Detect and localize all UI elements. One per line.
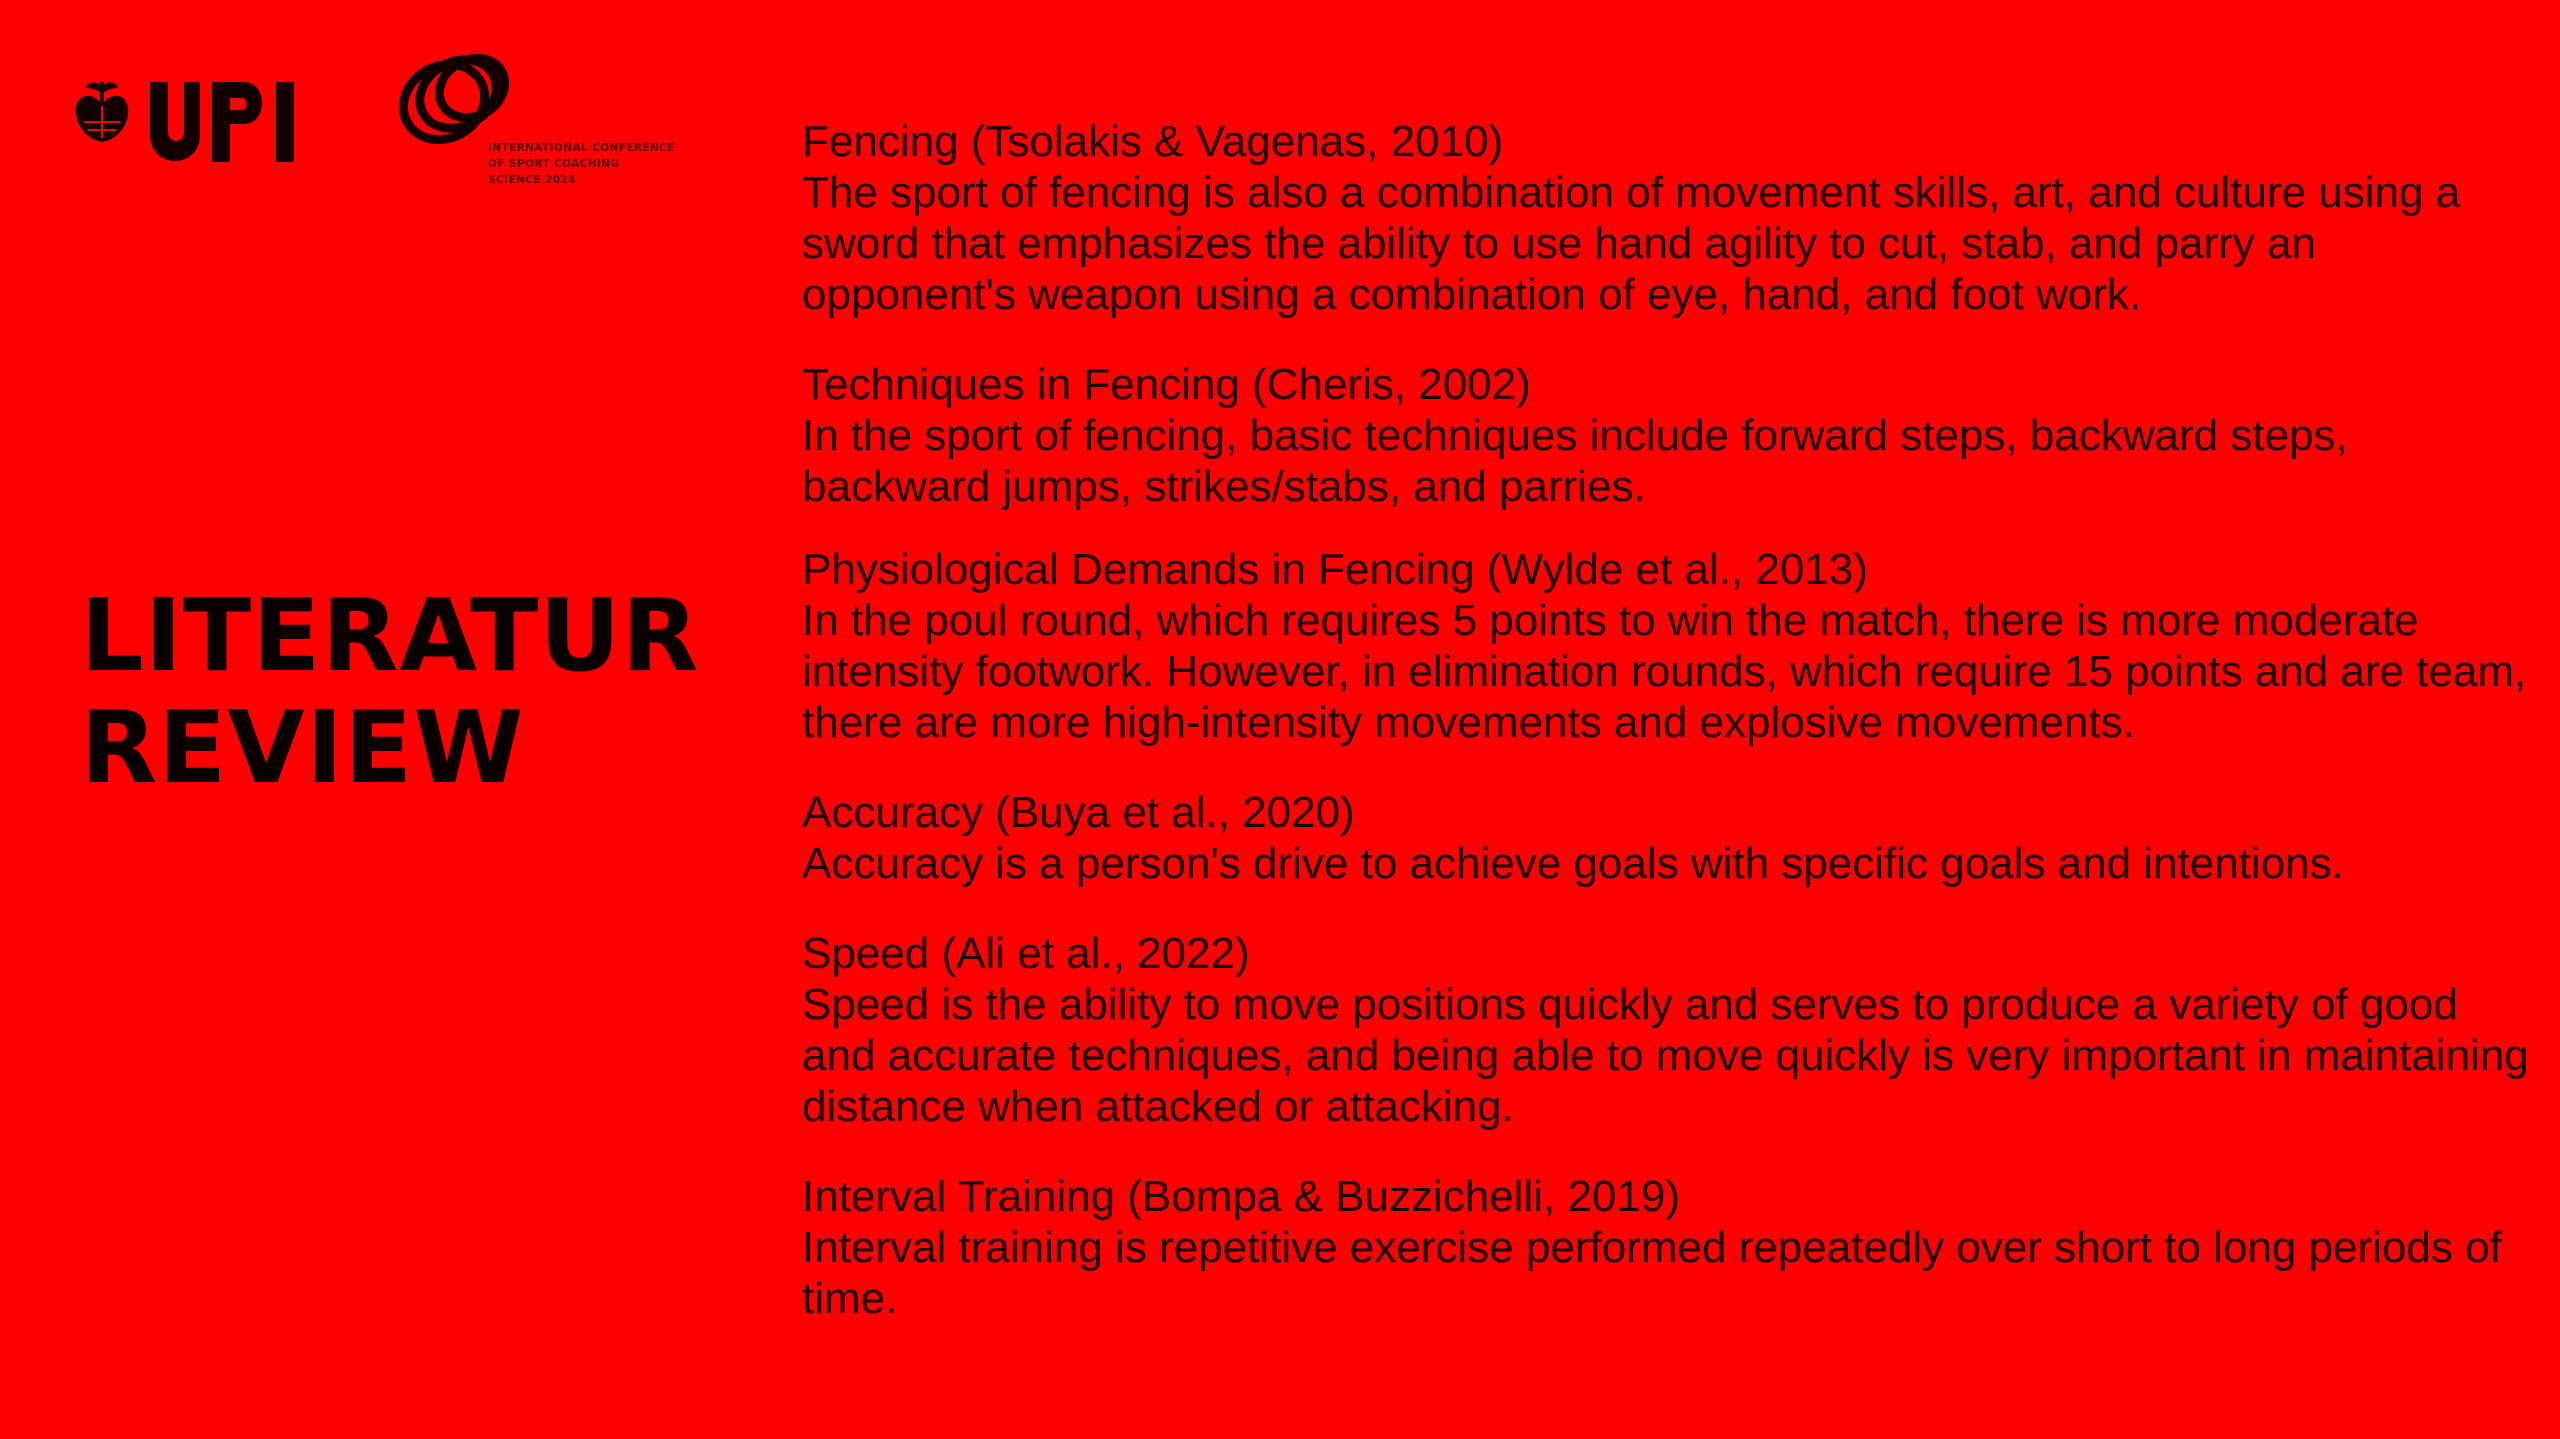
literature-item-title: Physiological Demands in Fencing (Wylde et al., 2013)	[802, 545, 1868, 594]
conference-logo	[392, 50, 712, 200]
literature-item	[802, 116, 2542, 320]
literature-item-body: Speed is the ability to move positions quickly and serves to produce a variety of good and accurate techniques, and being able to move quickly is very important in maintaining distance when attacked or attacking.	[802, 980, 2529, 1131]
literature-item	[802, 359, 2542, 512]
slide-title-line: REVIEW	[80, 689, 525, 806]
literature-item	[802, 928, 2542, 1132]
conference-name-line: SCIENCE 2024	[488, 174, 576, 186]
literature-item	[802, 544, 2542, 748]
upi-logo	[72, 72, 312, 166]
literature-item-title: Fencing (Tsolakis & Vagenas, 2010)	[802, 117, 1504, 166]
literature-item	[802, 1171, 2542, 1324]
literature-item-title: Accuracy (Buya et al., 2020)	[802, 788, 1355, 837]
literature-list	[802, 116, 2542, 1363]
literature-item-body: Accuracy is a person's drive to achieve goals with specific goals and intentions.	[802, 839, 2344, 888]
literature-item-title: Techniques in Fencing (Cheris, 2002)	[802, 360, 1531, 409]
conference-name	[488, 140, 675, 188]
conference-name-line: INTERNATIONAL CONFERENCE	[488, 142, 675, 154]
literature-item-title: Speed (Ali et al., 2022)	[802, 929, 1250, 978]
literature-item-body: Interval training is repetitive exercise performed repeatedly over short to long periods of time.	[802, 1223, 2502, 1323]
literature-item	[802, 787, 2542, 889]
slide-title	[80, 577, 700, 806]
conference-name-line: OF SPORT COACHING	[488, 158, 620, 170]
literature-item-body: In the sport of fencing, basic techniques include forward steps, backward steps, backward jumps, strikes/stabs, and parries.	[802, 411, 2348, 511]
literature-item-title: Interval Training (Bompa & Buzzichelli, 2019)	[802, 1172, 1680, 1221]
slide-title-line: LITERATUR	[80, 577, 700, 694]
literature-item-body: The sport of fencing is also a combination of movement skills, art, and culture using a sword that emphasizes the ability to use hand agility to cut, stab, and parry an opponent's weapon using a combination of eye, hand, and foot work.	[802, 168, 2461, 319]
upi-emblem-icon	[72, 72, 312, 166]
literature-item-body: In the poul round, which requires 5 points to win the match, there is more moderate intensity footwork. However, in elimination rounds, which require 15 points and are team, there are more high-intensity movements and explosive movements.	[802, 596, 2527, 747]
